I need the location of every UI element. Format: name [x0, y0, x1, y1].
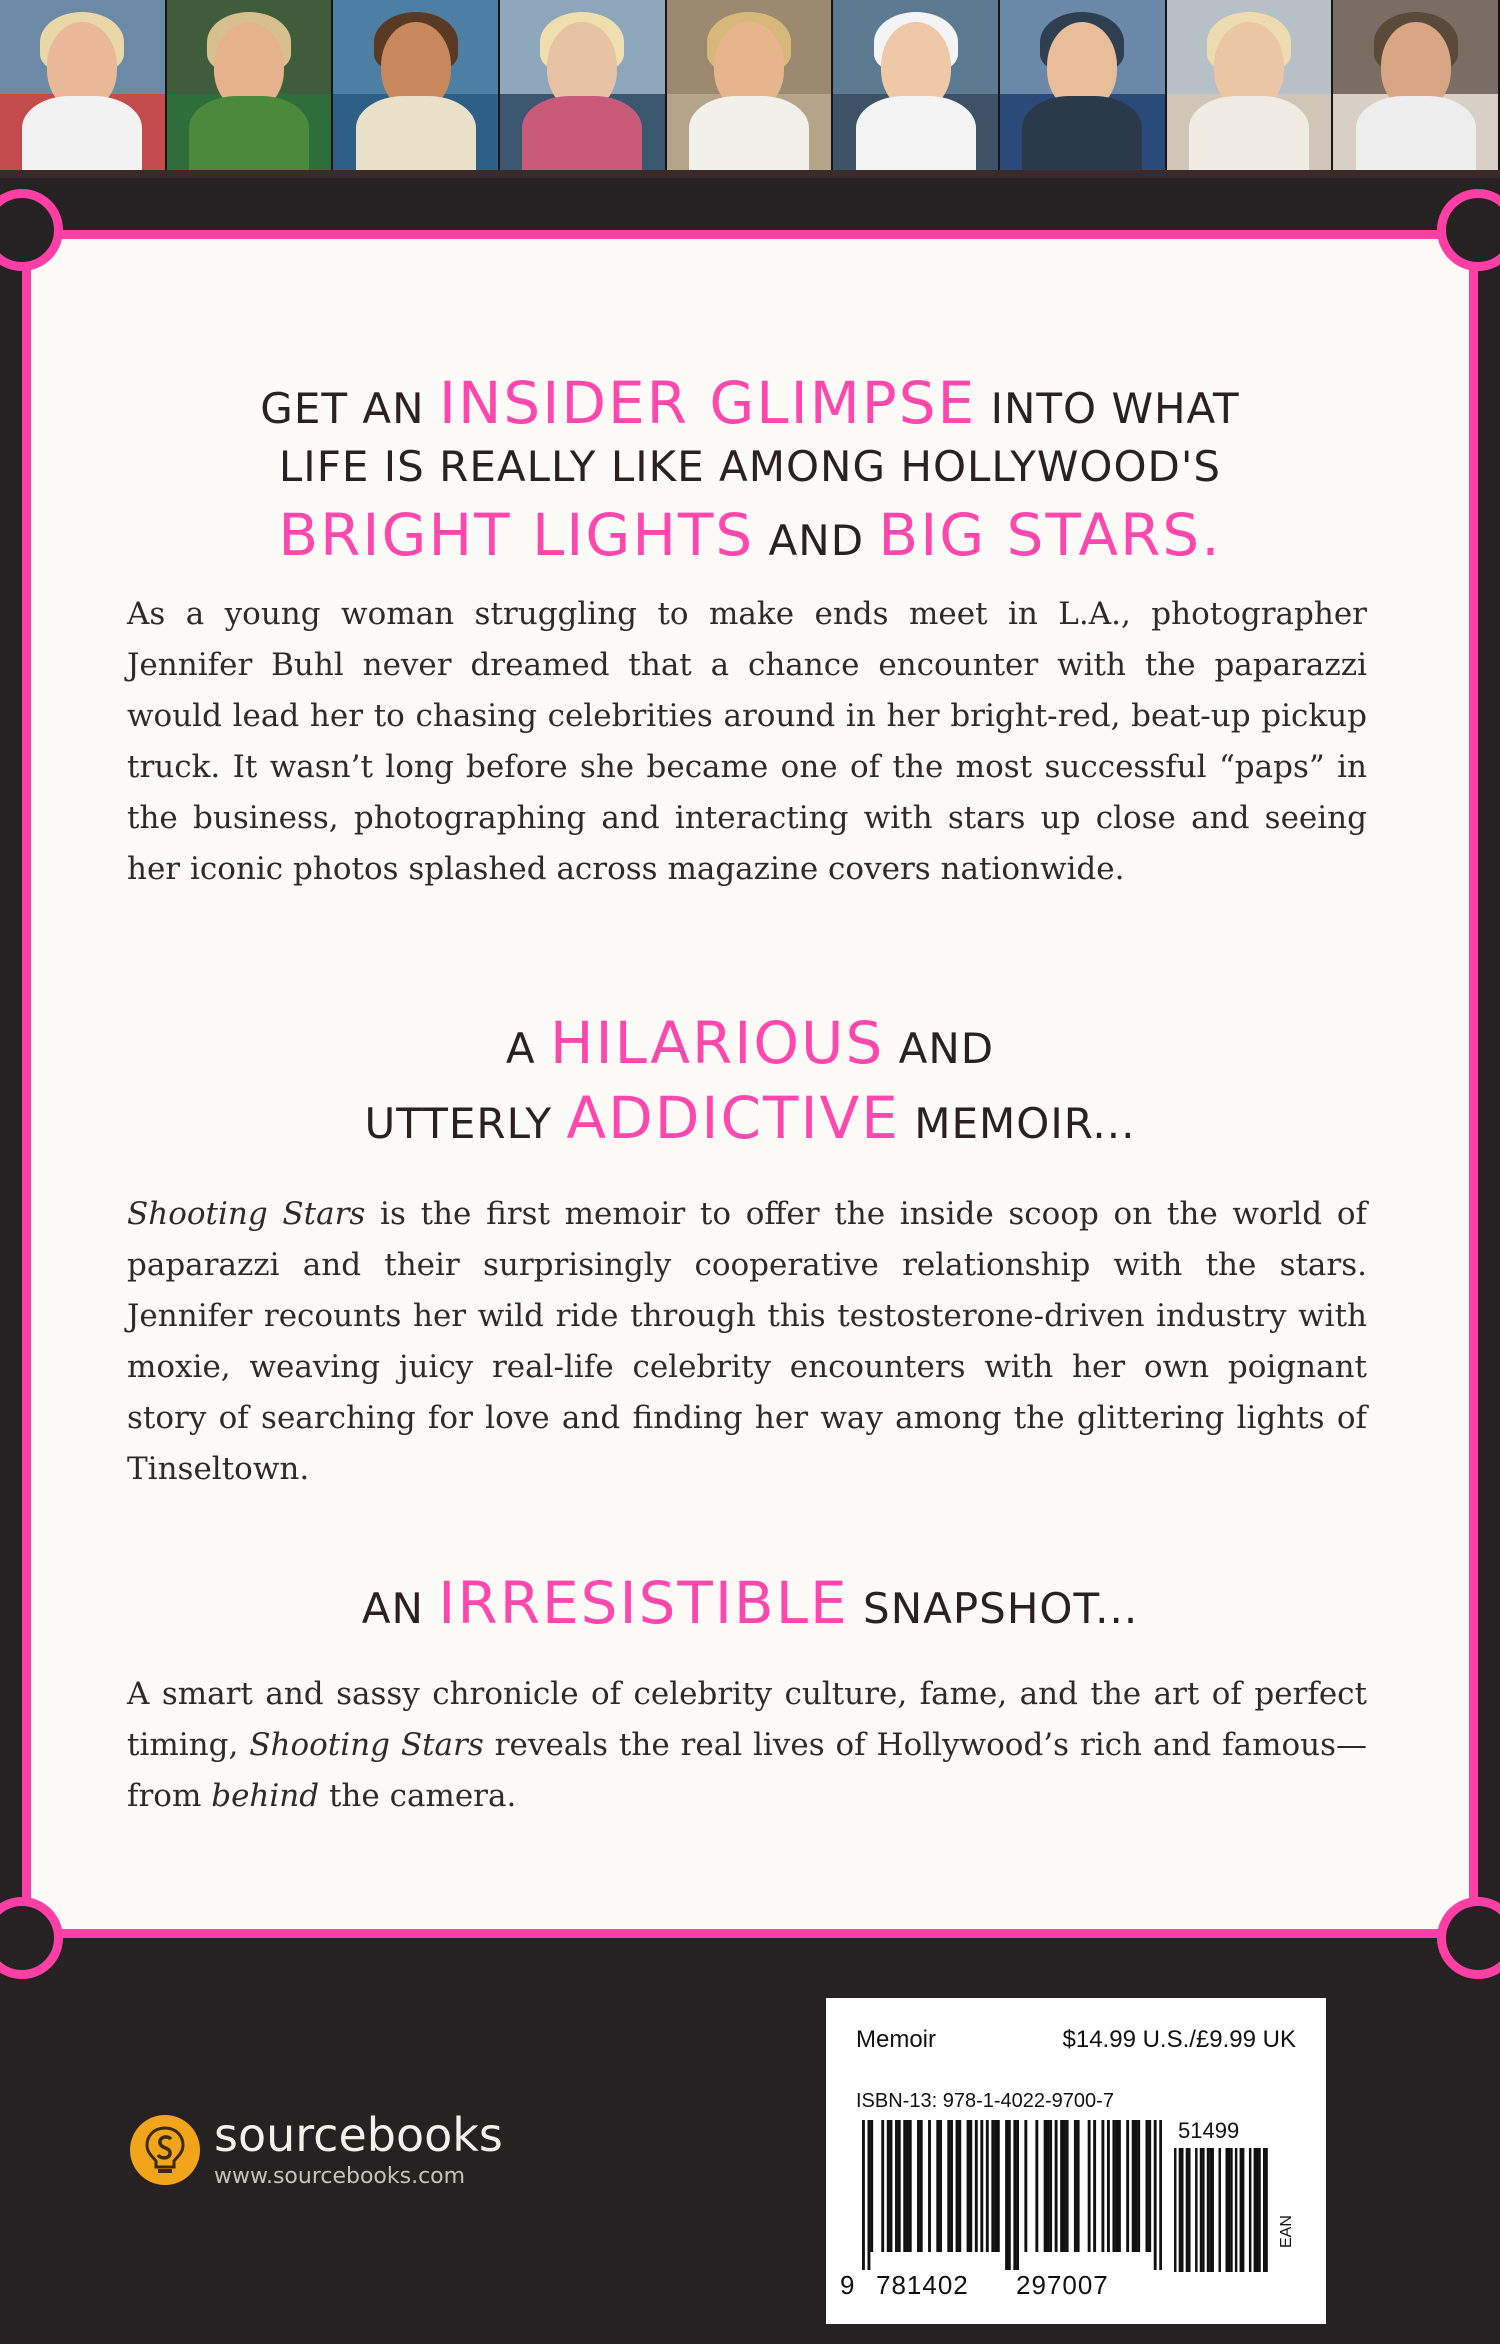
- barcode-bar: [917, 2120, 920, 2252]
- barcode-bar: [1008, 2120, 1011, 2270]
- barcode-bar: [956, 2120, 959, 2252]
- barcode-bar: [1016, 2120, 1019, 2270]
- barcode-bar: [1005, 2120, 1008, 2270]
- barcode-bar: [1195, 2148, 1197, 2272]
- barcode-bar: [1218, 2148, 1220, 2272]
- blurb-panel-inner: [31, 239, 1469, 1929]
- photo-strip: [0, 0, 1500, 178]
- barcode-bar: [947, 2120, 950, 2252]
- barcode-bar: [1154, 2120, 1157, 2270]
- publisher-url: www.sourcebooks.com: [214, 2164, 466, 2189]
- barcode-bar: [1235, 2148, 1237, 2272]
- barcode-bar: [1137, 2120, 1140, 2252]
- ean-label: EAN: [1278, 2215, 1295, 2248]
- barcode-bar: [980, 2120, 983, 2252]
- barcode-bar: [906, 2120, 909, 2252]
- barcode-bar: [903, 2120, 906, 2252]
- category-label: Memoir: [856, 2026, 937, 2053]
- barcode-bar: [1088, 2120, 1091, 2252]
- celebrity-photo-1: [0, 0, 167, 170]
- celebrity-photo-2: [167, 0, 334, 170]
- emphasis-behind: behind: [211, 1778, 320, 1814]
- publisher-logo: [130, 2110, 503, 2189]
- price-code: 51499: [1178, 2118, 1240, 2143]
- highlight-addictive: ADDICTIVE: [566, 1084, 900, 1152]
- barcode-bar: [1200, 2148, 1202, 2272]
- barcode-bar: [1093, 2120, 1096, 2252]
- barcode-bar: [991, 2120, 994, 2252]
- book-title: Shooting Stars: [127, 1196, 366, 1232]
- barcode-bar: [1055, 2120, 1058, 2252]
- barcode-bar: [1207, 2148, 1209, 2272]
- barcode-bar: [1159, 2120, 1162, 2270]
- barcode-bar: [1148, 2120, 1151, 2252]
- barcode-bar: [1112, 2120, 1115, 2252]
- barcode-bar: [1024, 2120, 1027, 2252]
- barcode-bar: [890, 2120, 893, 2252]
- headline-2-line-2: UTTERLY ADDICTIVE MEMOIR...: [364, 1084, 1136, 1152]
- barcode-bar: [1145, 2120, 1148, 2252]
- barcode-bar: [1226, 2148, 1228, 2272]
- barcode-bar: [895, 2120, 898, 2252]
- barcode-bar: [928, 2120, 931, 2252]
- barcode-bar: [939, 2120, 942, 2252]
- highlight-insider-glimpse: INSIDER GLIMPSE: [438, 369, 977, 437]
- highlight-hilarious: HILARIOUS: [549, 1009, 885, 1077]
- barcode-bar: [868, 2120, 871, 2270]
- publisher-name: sourcebooks: [214, 2108, 503, 2162]
- paragraph-2: Shooting Stars is the first memoir to offer the inside scoop on the world of paparazzi and their surprisingly cooperative relationship with the stars. Jennifer recounts her wild ride through this testosterone-driven industry with moxie, weaving juicy real-life celebrity encounters with her own poignant story of searching for love and finding her way among the glittering lights of Tinseltown.: [127, 1196, 1368, 1487]
- celebrity-photo-9: [1333, 0, 1500, 170]
- celebrity-photo-6: [833, 0, 1000, 170]
- barcode-bar: [1060, 2120, 1063, 2252]
- barcode-bar: [936, 2120, 939, 2252]
- barcode-bar: [1228, 2148, 1230, 2272]
- barcode-bar: [1249, 2148, 1251, 2272]
- barcode-bar: [1240, 2148, 1242, 2272]
- barcode-bar: [969, 2120, 972, 2252]
- paragraph-3: A smart and sassy chronicle of celebrity culture, fame, and the art of perfect timing, Shooting Stars reveals the real lives of Hollywood’s rich and famous—from behind the camera.: [127, 1676, 1368, 1814]
- barcode-bar: [986, 2120, 989, 2252]
- highlight-big-stars: BIG STARS.: [878, 501, 1222, 569]
- bulb-icon: [143, 2124, 187, 2176]
- barcode-bar: [994, 2120, 997, 2252]
- celebrity-photo-8: [1167, 0, 1334, 170]
- barcode-bar: [1115, 2120, 1118, 2252]
- barcode-bar: [1074, 2120, 1077, 2252]
- barcode-bar: [1186, 2148, 1188, 2272]
- barcode-bar: [1035, 2120, 1038, 2252]
- headline-1-line-3: BRIGHT LIGHTS AND BIG STARS.: [278, 501, 1222, 569]
- barcode-bar: [950, 2120, 953, 2252]
- celebrity-photo-4: [500, 0, 667, 170]
- barcode-bar: [1254, 2148, 1256, 2272]
- barcode-digit-first: 9: [840, 2270, 855, 2300]
- barcode-box: [826, 1998, 1326, 2324]
- barcode-digits-right: 297007: [1016, 2270, 1109, 2300]
- sourcebooks-logo-icon: [130, 2115, 200, 2185]
- barcode-bar: [1118, 2120, 1121, 2252]
- barcode-bar: [1242, 2148, 1244, 2272]
- barcode-bar: [1188, 2148, 1190, 2272]
- barcode-bar: [975, 2120, 978, 2252]
- barcode-bar: [1049, 2120, 1052, 2252]
- barcode-bar: [862, 2120, 865, 2270]
- barcode-bar: [1211, 2148, 1213, 2272]
- barcode-bar: [1063, 2120, 1066, 2252]
- blurb-panel: [22, 230, 1478, 1938]
- barcode-bar: [1179, 2148, 1181, 2272]
- barcode-bar: [1256, 2148, 1258, 2272]
- barcode-digits-left: 781402: [876, 2270, 969, 2300]
- barcode-bar: [1230, 2148, 1232, 2272]
- barcode-bar: [1134, 2120, 1137, 2252]
- barcode-bar: [1107, 2120, 1110, 2252]
- headline-3: AN IRRESISTIBLE SNAPSHOT...: [361, 1569, 1139, 1637]
- headline-1-line-2: LIFE IS REALLY LIKE AMONG HOLLYWOOD'S: [278, 442, 1222, 491]
- celebrity-photo-3: [333, 0, 500, 170]
- barcode-bar: [1263, 2148, 1265, 2272]
- barcode-bar: [1044, 2120, 1047, 2252]
- barcode-bar: [920, 2120, 923, 2252]
- barcode-bar: [1258, 2148, 1260, 2272]
- headline-1-line-1: GET AN INSIDER GLIMPSE INTO WHAT: [260, 369, 1240, 437]
- barcode-bar: [1066, 2120, 1069, 2252]
- price-label: $14.99 U.S./£9.99 UK: [1062, 2026, 1296, 2053]
- ean-barcode: [862, 2120, 1162, 2270]
- barcode-bar: [958, 2120, 961, 2252]
- barcode-bar: [1013, 2120, 1016, 2270]
- barcode-bar: [1046, 2120, 1049, 2252]
- barcode-bar: [1126, 2120, 1129, 2252]
- price-addon-barcode: [1174, 2148, 1270, 2272]
- paragraph-1: As a young woman struggling to make ends meet in L.A., photographer Jennifer Buhl never dreamed that a chance encounter with the paparazzi would lead her to chasing celebrities around in her bright-red, beat-up pickup truck. It wasn’t long before she became one of the most successful “paps” in the business, photographing and interacting with stars up close and seeing her iconic photos splashed across magazine covers nationwide.: [127, 596, 1367, 887]
- barcode-bar: [909, 2120, 912, 2252]
- barcode-bar: [1181, 2148, 1183, 2272]
- highlight-bright-lights: BRIGHT LIGHTS: [278, 501, 755, 569]
- barcode-bar: [1209, 2148, 1211, 2272]
- barcode-bar: [1174, 2148, 1176, 2272]
- barcode-bar: [887, 2120, 890, 2252]
- isbn-label: ISBN-13: 978-1-4022-9700-7: [856, 2090, 1114, 2112]
- barcode-bar: [997, 2120, 1000, 2252]
- barcode-bar: [898, 2120, 901, 2252]
- barcode-bar: [1077, 2120, 1080, 2252]
- barcode-bar: [1101, 2120, 1104, 2252]
- celebrity-photo-5: [667, 0, 834, 170]
- barcode-bar: [881, 2120, 884, 2252]
- headline-2-line-1: A HILARIOUS AND: [505, 1009, 995, 1077]
- book-title: Shooting Stars: [249, 1727, 484, 1763]
- barcode-bar: [870, 2120, 873, 2252]
- highlight-irresistible: IRRESISTIBLE: [438, 1569, 849, 1637]
- barcode-bar: [967, 2120, 970, 2252]
- celebrity-photo-7: [1000, 0, 1167, 170]
- barcode-bar: [1265, 2148, 1267, 2272]
- barcode-bar: [1202, 2148, 1204, 2272]
- barcode-bar: [1132, 2120, 1135, 2252]
